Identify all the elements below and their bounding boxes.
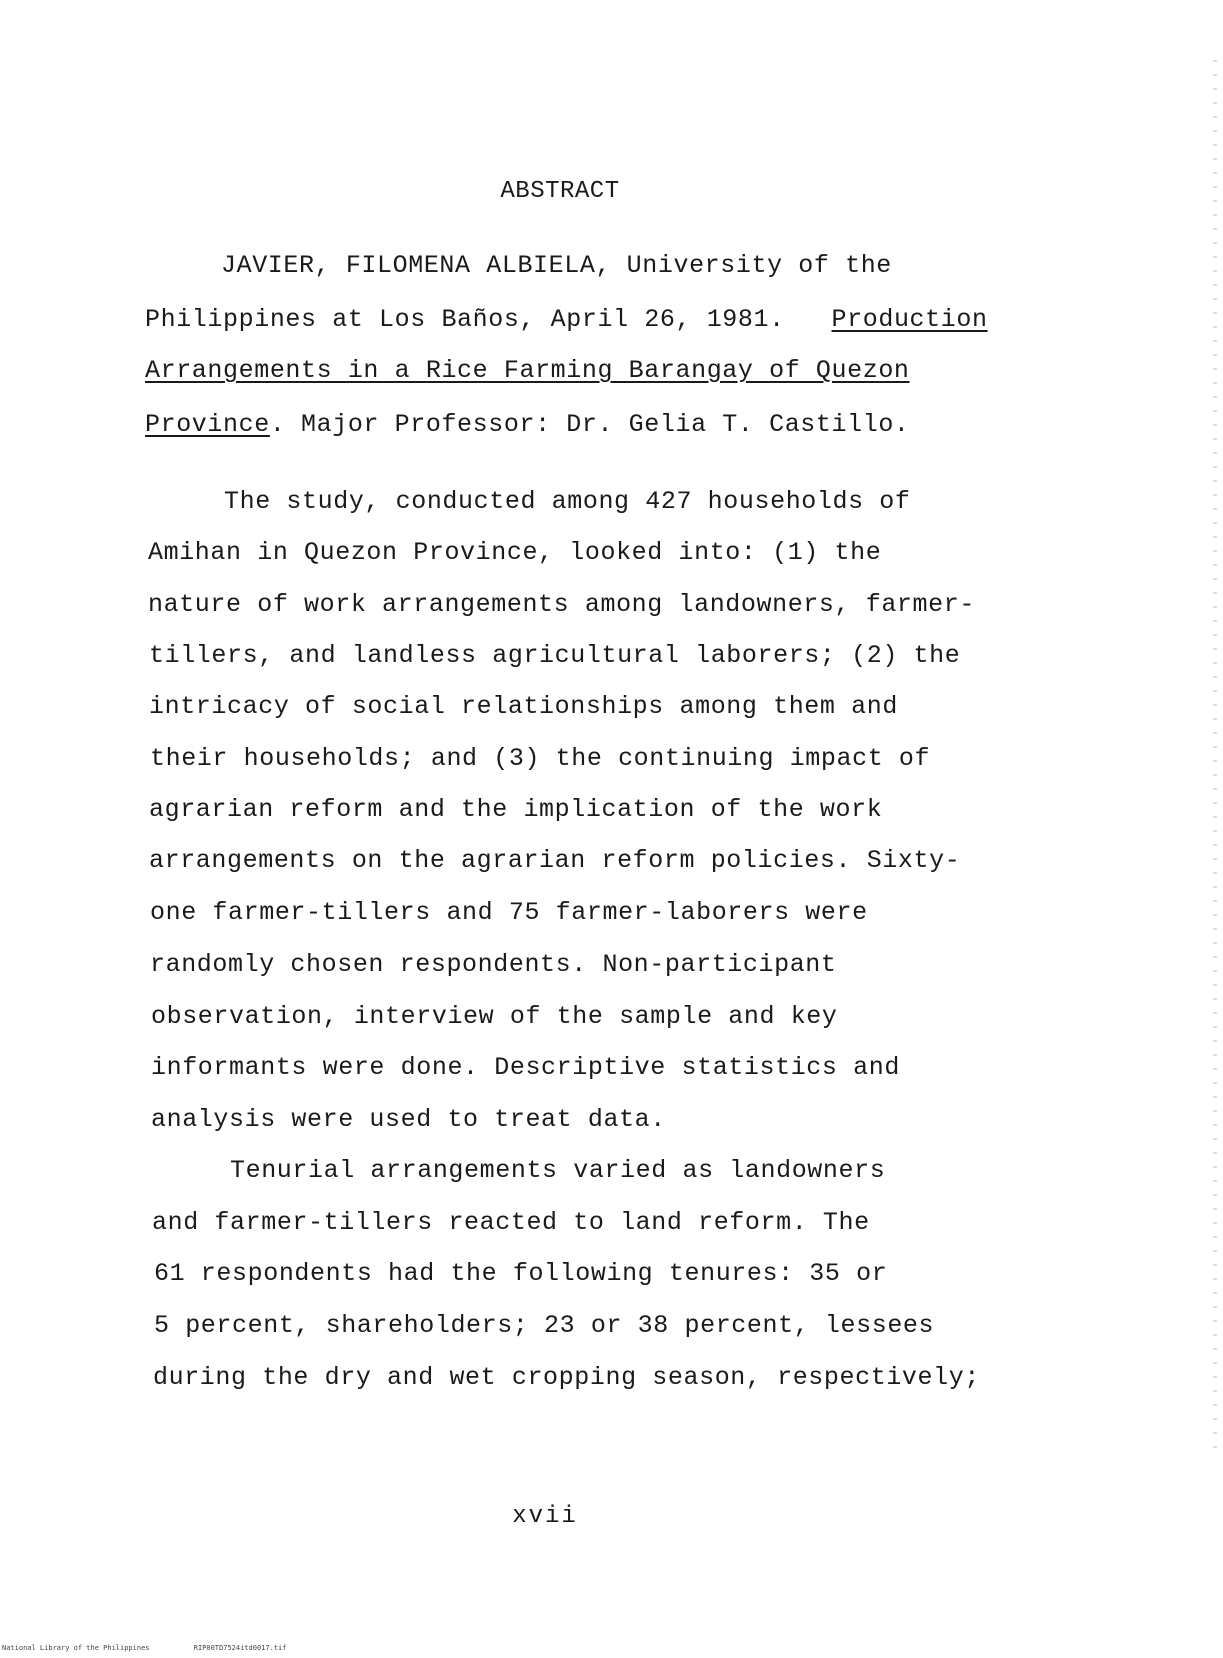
citation-line-2-text: Philippines at Los Baños, April 26, 1981. (145, 305, 785, 334)
paragraph1-line-5: intricacy of social relationships among them and (149, 692, 898, 721)
major-professor: . Major Professor: Dr. Gelia T. Castillo. (269, 410, 910, 439)
paragraph2-line-1: Tenurial arrangements varied as landowners (230, 1156, 886, 1185)
page-number: xvii (512, 1503, 578, 1530)
abstract-heading: ABSTRACT (500, 178, 620, 205)
paragraph1-line-1: The study, conducted among 427 households of (224, 487, 911, 516)
paragraph2-line-3: 61 respondents had the following tenures: 35 or (154, 1259, 888, 1288)
thesis-title-part-2: Arrangements in a Rice Farming Barangay of Quezon (145, 356, 910, 385)
paragraph1-line-8: arrangements on the agrarian reform policies. Sixty- (149, 846, 961, 875)
paragraph2-line-5: during the dry and wet cropping season, respectively; (153, 1363, 980, 1392)
paragraph1-line-3: nature of work arrangements among landowners, farmer- (148, 590, 975, 619)
footer-file: RIP00TD7524itd0017.tif (193, 1644, 287, 1652)
paragraph1-line-6: their households; and (3) the continuing impact of (150, 744, 931, 773)
paragraph1-line-4: tillers, and landless agricultural laborers; (2) the (149, 641, 961, 670)
paragraph1-line-7: agrarian reform and the implication of the work (149, 795, 883, 824)
paragraph2-line-4: 5 percent, shareholders; 23 or 38 percent, lessees (154, 1311, 935, 1340)
paragraph1-line-13: analysis were used to treat data. (151, 1105, 666, 1134)
citation-line-4 (145, 410, 910, 440)
paragraph1-line-10: randomly chosen respondents. Non-participant (150, 950, 837, 979)
citation-line-1: JAVIER, FILOMENA ALBIELA, University of the (221, 251, 892, 280)
thesis-title-part-1: Production (831, 305, 988, 334)
paragraph1-line-2: Amihan in Quezon Province, looked into: (1) the (148, 538, 882, 567)
footer-library: National Library of the Philippines (2, 1644, 150, 1652)
paragraph1-line-11: observation, interview of the sample and key (151, 1002, 838, 1031)
scan-edge-marks (1213, 60, 1217, 1460)
paragraph2-line-2: and farmer-tillers reacted to land reform. The (152, 1208, 870, 1237)
paragraph1-line-12: informants were done. Descriptive statistics and (151, 1053, 900, 1082)
citation-line-2 (145, 305, 988, 335)
paragraph1-line-9: one farmer-tillers and 75 farmer-laborers were (150, 898, 868, 927)
thesis-title-part-3: Province (145, 410, 270, 439)
scan-footer (2, 1644, 326, 1652)
